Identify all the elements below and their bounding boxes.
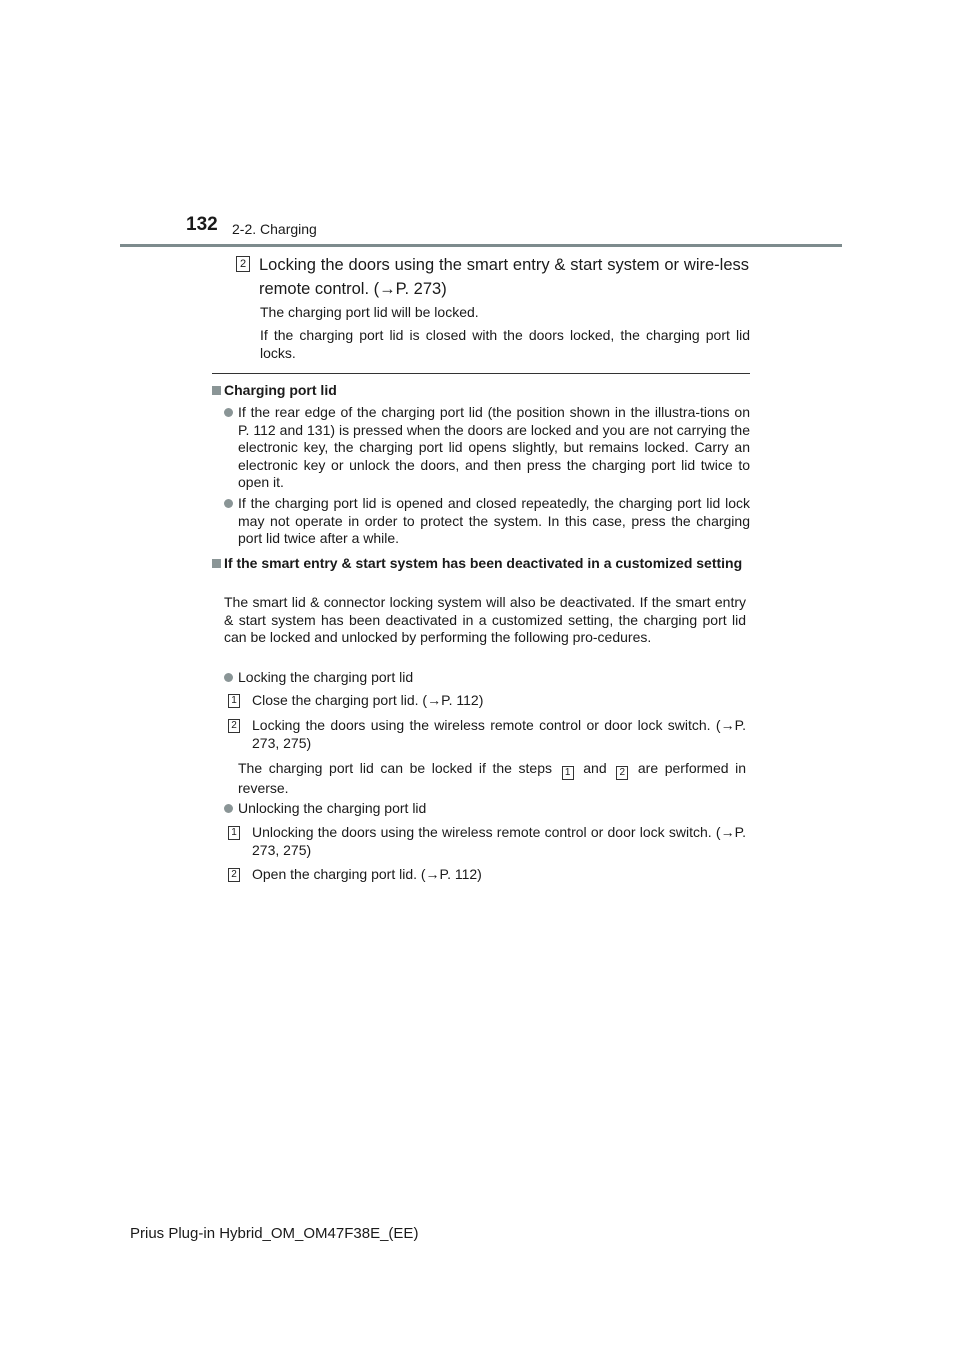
section-intro: The smart lid & connector locking system will also be deactivated. If the smart entry & start system has been deactivated in a customized setting, the charging port lid can be locked and unlocked by performing the following pro-cedures.: [224, 594, 746, 645]
section-heading: If the smart entry & start system has been deactivated in a customized setting: [224, 555, 743, 571]
step-number-box: 1: [228, 694, 240, 708]
step-text: Locking the doors using the wireless remote control or door lock switch. (→P. 273, 275): [252, 717, 746, 751]
bullet-icon: [224, 673, 233, 682]
section-heading: Charging port lid: [224, 382, 337, 398]
subheading: Locking the charging port lid: [238, 669, 414, 685]
bullet-icon: [224, 408, 233, 417]
step-text: Unlocking the doors using the wireless remote control or door lock switch. (→P. 273, 275): [252, 824, 746, 858]
step-number-box: 2: [228, 868, 240, 882]
step-number-box: 1: [228, 826, 240, 840]
subheading: Unlocking the charging port lid: [238, 800, 427, 816]
section-title: 2-2. Charging: [232, 221, 317, 237]
note-part: are performed in reverse.: [238, 760, 747, 796]
step-number-box: 2: [228, 719, 240, 733]
page-number: 132: [186, 214, 218, 235]
inline-step-box: 1: [562, 766, 574, 780]
note-text: [238, 760, 746, 798]
step-text: Locking the doors using the smart entry & start system or wire-less remote control. (→P. 273): [259, 256, 749, 298]
square-bullet-icon: [212, 559, 221, 568]
step-note: If the charging port lid is closed with the doors locked, the charging port lid locks.: [260, 327, 750, 361]
footer-document-id: Prius Plug-in Hybrid_OM_OM47F38E_(EE): [130, 1225, 419, 1242]
inline-step-box: 2: [616, 766, 628, 780]
header-divider: [120, 244, 842, 247]
bullet-text: If the charging port lid is opened and closed repeatedly, the charging port lid lock may not operate in order to protect the system. In this case, press the charging port lid twice after a while.: [238, 495, 750, 546]
step-text: Close the charging port lid. (→P. 112): [252, 692, 484, 708]
note-part: The charging port lid can be locked if the steps: [238, 760, 553, 776]
section-divider: [212, 373, 750, 374]
bullet-icon: [224, 499, 233, 508]
bullet-icon: [224, 804, 233, 813]
note-part: and: [583, 760, 607, 776]
step-note: The charging port lid will be locked.: [260, 304, 479, 320]
step-number-box: 2: [236, 256, 250, 272]
step-text: Open the charging port lid. (→P. 112): [252, 866, 482, 882]
square-bullet-icon: [212, 386, 221, 395]
bullet-text: If the rear edge of the charging port lid (the position shown in the illustra-tions on P. 112 and 131) is pressed when the doors are locked and you are not carrying the electronic key, the charging port lid opens slightly, but remains locked. Carry an electronic key or unlock the doors, and then press the charging port lid twice to open it.: [238, 404, 750, 490]
